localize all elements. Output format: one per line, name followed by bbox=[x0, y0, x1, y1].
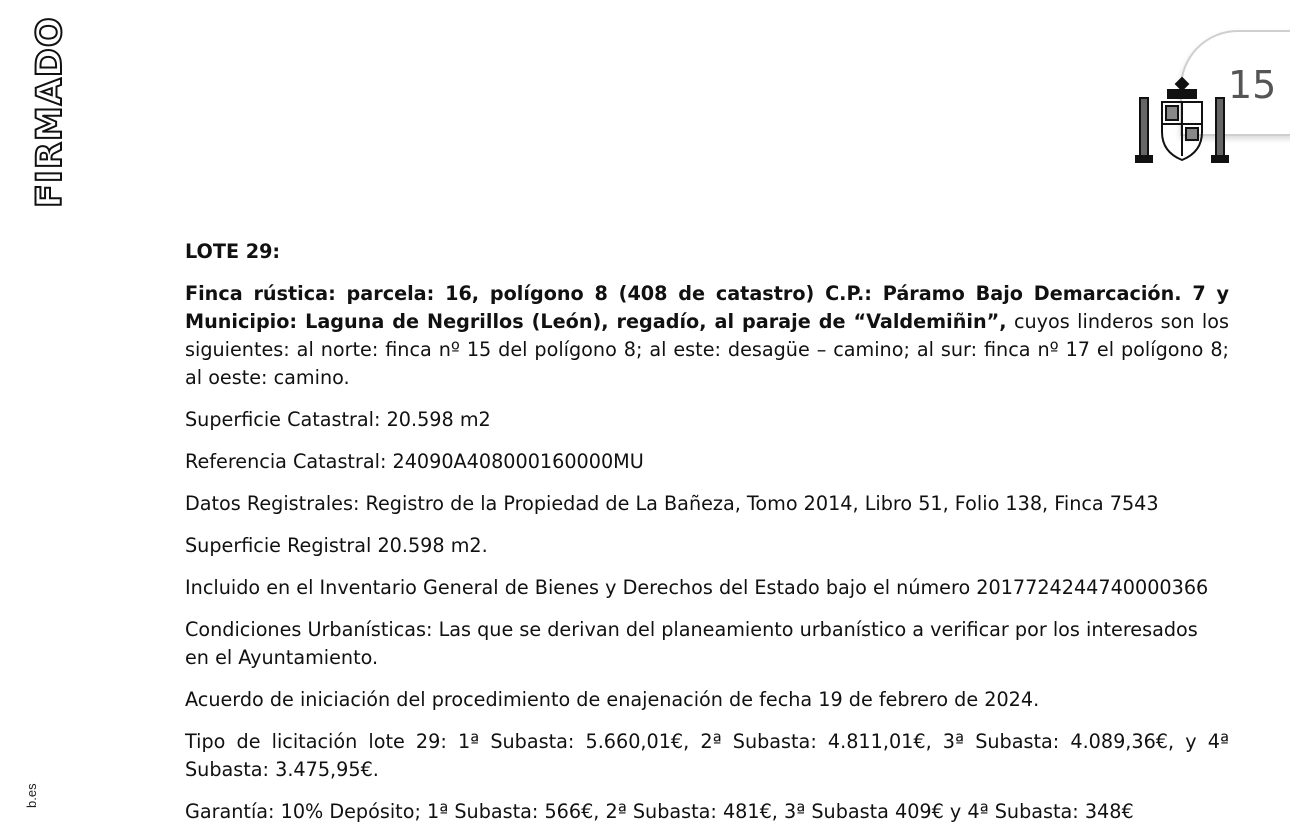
superficie-registral: Superficie Registral 20.598 m2. bbox=[185, 534, 488, 557]
acuerdo-iniciacion: Acuerdo de iniciación del procedimiento de enajenación de fecha 19 de febrero de 2024. bbox=[185, 688, 1040, 711]
lot-description-rest: cuyos linderos son los siguientes: al norte: finca nº 15 del polígono 8; al este: desagüe – camino; al sur: finca nº 17 el polígono 8; al oeste: camino. bbox=[185, 310, 1229, 389]
tipo-licitacion: Tipo de licitación lote 29: 1ª Subasta: 5.660,01€, 2ª Subasta: 4.811,01€, 3ª Subasta: 4.089,36€, y 4ª Subasta: 3.475,95€. bbox=[185, 730, 1229, 781]
signed-stamp-text: FIRMADO bbox=[30, 16, 70, 208]
lot-description bbox=[185, 280, 1229, 392]
lot-title: LOTE 29: bbox=[185, 240, 281, 263]
garantia: Garantía: 10% Depósito; 1ª Subasta: 566€, 2ª Subasta: 481€, 3ª Subasta 409€ y 4ª Subasta: 348€ bbox=[185, 800, 1134, 823]
coat-of-arms-icon bbox=[1132, 72, 1232, 170]
datos-registrales: Datos Registrales: Registro de la Propiedad de La Bañeza, Tomo 2014, Libro 51, Folio 138, Finca 7543 bbox=[185, 492, 1159, 515]
document-body bbox=[185, 238, 1229, 840]
condiciones-urbanisticas: Condiciones Urbanísticas: Las que se derivan del planeamiento urbanístico a verificar por los interesados en el Ayuntamiento. bbox=[185, 618, 1198, 669]
side-url-fragment: b.es bbox=[24, 783, 39, 808]
page-number: 15 bbox=[1228, 63, 1277, 107]
signed-stamp bbox=[10, 12, 70, 208]
inventario: Incluido en el Inventario General de Bienes y Derechos del Estado bajo el número 2017724244740000366 bbox=[185, 576, 1209, 599]
referencia-catastral: Referencia Catastral: 24090A408000160000MU bbox=[185, 450, 644, 473]
lot-description-bold: Finca rústica: parcela: 16, polígono 8 (408 de catastro) C.P.: Páramo Bajo Demarcación. 7 y Municipio: Laguna de Negrillos (León), regadío, al paraje de “Valdemiñin”, bbox=[185, 282, 1229, 333]
superficie-catastral: Superficie Catastral: 20.598 m2 bbox=[185, 408, 491, 431]
